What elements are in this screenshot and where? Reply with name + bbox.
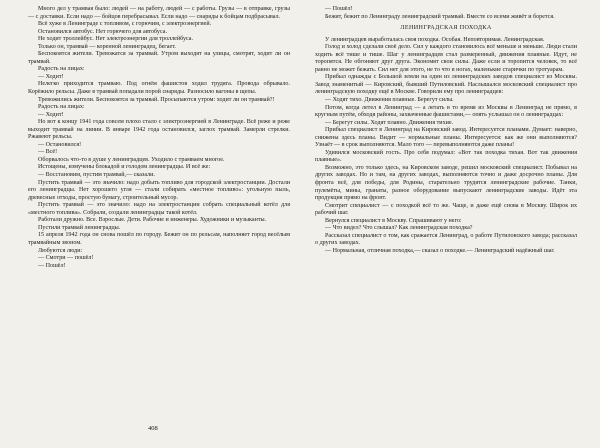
paragraph: Пустить трамвай — это значило: надо на электростанции собрать специальный котёл для «местного топлива». Собрали, создали ленинградцы такой котёл. (28, 202, 290, 216)
paragraph: Пустили трамвай ленинградцы. (38, 224, 121, 231)
paragraph: Не ходит троллейбус. Нет электроэнергии для троллейбуса. (38, 36, 194, 43)
paragraph: Прибыл однажды с Большой земли на один из ленинградских заводов специалист из Москвы. Завод знаменитый — Кировский, бывший Путиловский. Наслышался московский специалист про ленинградскую походку ещё в Москве. Говорили ему про ленинградцев: (315, 74, 577, 96)
paragraph: Много дел у трамвая было: людей — на работу, людей — с работы. Грузы — в отправке, грузы — с доставки. Если надо — бойцов перебрасывал. Если надо — снаряды к бойцам подбрасывал. (28, 6, 290, 20)
paragraph: — Берегут силы. Ходят плавно. Движения тихие. (325, 119, 454, 126)
paragraph: Радость на лицах: (38, 104, 85, 111)
paragraph: Всё хуже в Ленинграде с топливом, с горючим, с электроэнергией. (38, 21, 212, 28)
paragraph: Но вот к концу 1941 года совсем плохо стало с электроэнергией в Ленинграде. Всё реже и реже выходит трамвай на линии. В январе 1942 года остановился, заглох трамвай. Замерли стрелки. Ржавеют рельсы. (28, 119, 290, 141)
paragraph: — Смотри — пошёл! (38, 255, 94, 262)
paragraph: Потом, когда летел в Ленинград — а летать в то время из Москвы в Ленинград не прямо, в кругным путём, обходя районы, захваченные фашистами,— опять услышал он о ленинградцах: (315, 104, 577, 119)
paragraph: Работали дружно. Все. Взрослые. Дети. Рабочие и инженеры. Художники и музыканты. (38, 217, 267, 224)
paragraph: Голод и холод сделали своё дело. Сил у каждого становилось всё меньше и меньше. Люди стали ходить всё тише и тише. Шаг у ленинградцев стал размеренный, движения плавные. Идут, не торопятся. Не обгоняют друг друга. Экономят свои силы. Даже если и торопится человек, то всё равно не может бежать. Сил нет для этого, не то что в ногах, маленькие старички по тротуарам. (315, 44, 577, 73)
page-number: 408 (148, 425, 158, 432)
paragraph: — Что видел? Что слышал? Как ленинградская походка? (325, 225, 473, 232)
paragraph: Радость на лицах: (38, 66, 85, 73)
paragraph: Удивился московский гость. Про себя подумал: «Вот так походка тихая. Вот так движения плавные». (315, 149, 577, 164)
paragraph: — Остановился! (38, 141, 82, 148)
paragraph: Вернулся специалист в Москву. Спрашивают у него: (325, 217, 462, 224)
paragraph: Смотрит специалист — с походкой всё то же. Чаще, и даже ещё снова в Москву. Широк их рабочий шаг. (315, 202, 577, 217)
paragraph: Беспокоятся жители. Тревожатся за трамвай. Утром выходят на улицы, смотрят, ходит ли он трамвай. (28, 51, 290, 65)
paragraph: Нелегко приходится трамваю. Под огнём фашистов ходил трудяга. Провода обрывало. Корёжило рельсы. Даже в трамвай попадали порой снаряды. Разносило вагоны в щепы. (28, 81, 290, 96)
paragraph: Рассказал специалист о том, как сражается Ленинград, о работе Путиловского завода; рассказал о других заводах. (315, 232, 577, 247)
paragraph: — Всё! (38, 149, 58, 156)
paragraph: Оборвалось что-то в душе у ленинградцев. Уходило с трамваем многое. (38, 156, 225, 163)
paragraph: Бежит, бежит по Ленинграду ленинградский трамвай. Вместе со всеми живёт и борется. (325, 13, 555, 20)
left-column (28, 6, 290, 270)
paragraph: 15 апреля 1942 года он снова пошёл по городу. Бежит он по рельсам, наполняет город весёлым трамвайным звоном. (28, 232, 290, 246)
paragraph: Тревожились жители. Беспокоятся за трамвай. Просыпаются утром: ходит ли он трамвай?! (38, 96, 275, 103)
paragraph: Возможно, это только здесь, на Кировском заводе, решил московский специалист. Побывал на других заводах. Но и там, на других заводах, выполняются точно и даже досрочно планы. Для фронта всё, для победы, для Родины, старательно трудятся ленинградские рабочие. Танки, пулемёты, мины, гранаты, разное оборудование выпускают ленинградские заводы. Идёт эта продукция прямо на фронт. (315, 164, 577, 202)
paragraph: — Пошёл! (325, 6, 353, 12)
paragraph: Остановился автобус. Нет горючего для автобуса. (38, 28, 167, 35)
paragraph: У ленинградцев выработалась своя походка. Особая. Неповторимая. Ленинградская. (325, 36, 545, 43)
paragraph: Только он, трамвай — коренной ленинградец, бегает. (38, 43, 176, 50)
right-column (315, 6, 577, 256)
paragraph: Пустить трамвай — это значило: надо добыть топливо для городской электростанции. Достали его ленинградцы. Нет хорошего угля — стали собирать «местное топливо»: угольную пыль, древесные отходы, простую бумагу, строительный мусор. (28, 179, 290, 201)
paragraph: — Восстановим, пустим трамвай,— сказали. (38, 172, 155, 179)
paragraph: Истощены, измучены блокадой и голодом ленинградцы. И всё же: (38, 164, 211, 171)
paragraph: — Пошёл! (38, 262, 66, 269)
paragraph: Прибыл специалист в Ленинград на Кировский завод. Интересуется планами. Думает: наверно, снижены здесь планы. Видит — нормальные планы. Интересуется: как же они выполняются? Узнаёт — в срок выполняются. Мало того — перевыполняются даже планы! (315, 127, 577, 149)
paragraph: — Ходит! (38, 73, 64, 80)
paragraph: Любуются люди: (38, 247, 83, 254)
paragraph: — Ходят тихо. Движения плавные. Берегут силы. (325, 97, 454, 104)
section-heading: ЛЕНИНГРАДСКАЯ ПОХОДКА (400, 25, 492, 32)
paragraph: — Ходит! (38, 111, 64, 118)
paragraph: — Нормальная, отличная походка,— сказал о походке.— Ленинградский надёжный шаг. (325, 247, 555, 254)
